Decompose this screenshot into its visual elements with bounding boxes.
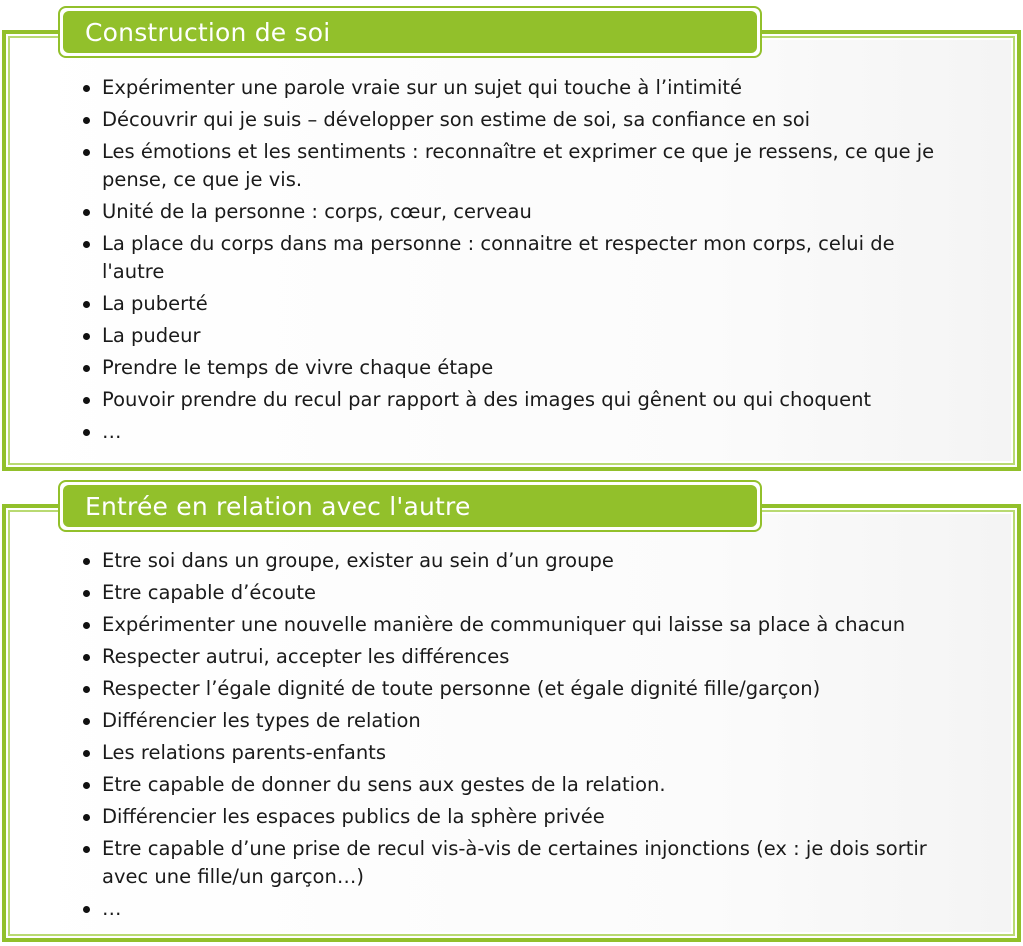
bullet-icon (83, 429, 90, 436)
list-item-text: Pouvoir prendre du recul par rapport à des images qui gênent ou qui choquent (102, 388, 872, 411)
list-item (80, 675, 940, 703)
list-item (80, 803, 940, 831)
list-item (80, 643, 940, 671)
section-title: Construction de soi (85, 17, 331, 47)
list-item-text: La puberté (102, 292, 208, 315)
bullet-icon (83, 846, 90, 853)
list-item (80, 579, 940, 607)
list-item-text: Respecter autrui, accepter les différences (102, 645, 510, 668)
bullet-icon (83, 686, 90, 693)
list-item (80, 418, 940, 446)
list-item (80, 354, 940, 382)
list-item-text: Etre capable de donner du sens aux gestes de la relation. (102, 773, 666, 796)
bullet-icon (83, 750, 90, 757)
list-item-text: Expérimenter une parole vraie sur un sujet qui touche à l’intimité (102, 76, 743, 99)
list-item (80, 198, 940, 226)
list-item-text: Découvrir qui je suis – développer son estime de soi, sa confiance en soi (102, 108, 811, 131)
bullet-icon (83, 718, 90, 725)
bullet-icon (83, 209, 90, 216)
list-item-text: Expérimenter une nouvelle manière de communiquer qui laisse sa place à chacun (102, 613, 906, 636)
bullet-icon (83, 241, 90, 248)
list-item-text: Etre capable d’écoute (102, 581, 316, 604)
list-item-text: … (102, 420, 122, 443)
list-item (80, 74, 940, 102)
list-item-text: Respecter l’égale dignité de toute personne (et égale dignité fille/garçon) (102, 677, 821, 700)
list-item (80, 771, 940, 799)
list-item (80, 739, 940, 767)
list-item-text: La pudeur (102, 324, 201, 347)
bullet-icon (83, 333, 90, 340)
list-item (80, 322, 940, 350)
bullet-icon (83, 397, 90, 404)
section-header-fill (63, 11, 757, 53)
bullet-icon (83, 782, 90, 789)
bullet-icon (83, 590, 90, 597)
bullet-icon (83, 85, 90, 92)
bullet-icon (83, 117, 90, 124)
list-item (80, 835, 940, 891)
list-item (80, 230, 940, 286)
bullet-icon (83, 149, 90, 156)
bullet-icon (83, 622, 90, 629)
list-item-text: Les relations parents-enfants (102, 741, 386, 764)
list-item-text: Etre capable d’une prise de recul vis-à-vis de certaines injonctions (ex : je dois sortir avec une fille/un garçon…) (102, 837, 927, 888)
list-item (80, 611, 940, 639)
list-item (80, 138, 940, 194)
list-item-text: … (102, 897, 122, 920)
list-item (80, 106, 940, 134)
bullet-icon (83, 301, 90, 308)
section-header (58, 480, 762, 532)
list-item-text: Unité de la personne : corps, cœur, cerveau (102, 200, 532, 223)
section-title: Entrée en relation avec l'autre (85, 491, 471, 521)
bullet-icon (83, 654, 90, 661)
item-list (80, 74, 940, 450)
list-item-text: Différencier les types de relation (102, 709, 421, 732)
list-item (80, 547, 940, 575)
list-item (80, 290, 940, 318)
list-item-text: Etre soi dans un groupe, exister au sein d’un groupe (102, 549, 614, 572)
bullet-icon (83, 814, 90, 821)
list-item (80, 386, 940, 414)
bullet-icon (83, 558, 90, 565)
list-item-text: Prendre le temps de vivre chaque étape (102, 356, 494, 379)
section-header (58, 6, 762, 58)
bullet-icon (83, 906, 90, 913)
bullet-icon (83, 365, 90, 372)
item-list (80, 547, 940, 927)
list-item-text: La place du corps dans ma personne : connaitre et respecter mon corps, celui de l'autre (102, 232, 895, 283)
list-item (80, 895, 940, 923)
section-header-fill (63, 485, 757, 527)
list-item (80, 707, 940, 735)
list-item-text: Les émotions et les sentiments : reconnaître et exprimer ce que je ressens, ce que je pense, ce que je vis. (102, 140, 935, 191)
list-item-text: Différencier les espaces publics de la sphère privée (102, 805, 605, 828)
